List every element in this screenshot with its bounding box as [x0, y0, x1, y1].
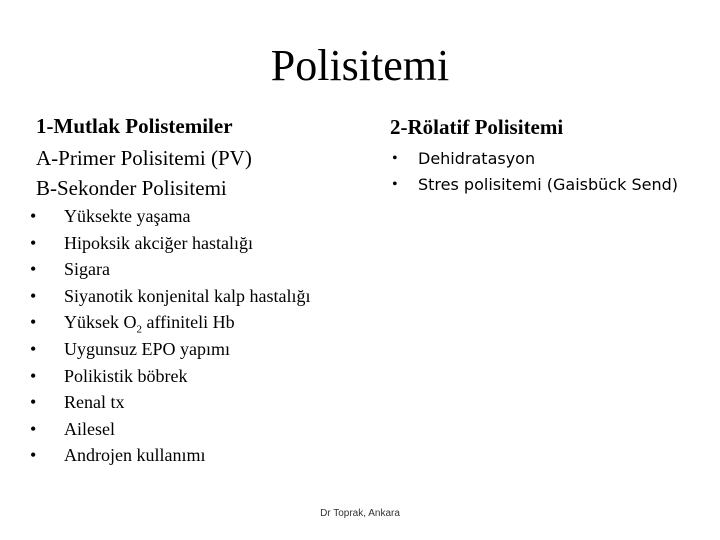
list-item: • Stres polisitemi (Gaisbück Send): [392, 172, 678, 198]
secondary-polycythemia-line: B-Sekonder Polisitemi: [36, 176, 227, 200]
absolute-polycythemia-heading: 1-Mutlak Polistemiler: [36, 114, 233, 138]
list-item: • Yüksekte yaşama: [30, 203, 310, 230]
list-item: • Hipoksik akciğer hastalığı: [30, 230, 310, 257]
absolute-polycythemia-section: [36, 113, 252, 203]
bullet-icon: •: [30, 285, 37, 306]
list-item: • Ailesel: [30, 416, 310, 443]
secondary-causes-list: [30, 203, 310, 469]
list-item: • Dehidratasyon: [392, 146, 678, 172]
list-item: • Androjen kullanımı: [30, 442, 310, 469]
list-item: • Uygunsuz EPO yapımı: [30, 336, 310, 363]
relative-causes-list: [392, 146, 678, 198]
bullet-icon: •: [30, 206, 37, 226]
relative-polycythemia-heading: 2-Rölatif Polisitemi: [390, 115, 564, 139]
list-item: • Yüksek $O_2$ affiniteli Hb: [30, 309, 310, 336]
list-item: • Siyanotik konjenital kalp hastalığı: [30, 283, 310, 310]
primary-polycythemia-line: A-Primer Polisitemi (PV): [36, 146, 252, 170]
bullet-icon: •: [392, 176, 398, 193]
bullet-icon: •: [30, 445, 37, 466]
bullet-icon: •: [392, 150, 398, 167]
slide-title: Polisitemi: [270, 41, 450, 90]
bullet-icon: •: [30, 232, 37, 253]
list-item: • Sigara: [30, 256, 310, 283]
slide-footer: Dr Toprak, Ankara: [320, 508, 400, 519]
bullet-icon: •: [30, 338, 37, 359]
bullet-icon: •: [30, 365, 37, 386]
bullet-icon: •: [30, 418, 37, 439]
list-item: • Polikistik böbrek: [30, 363, 310, 390]
bullet-icon: •: [30, 312, 37, 333]
bullet-icon: •: [30, 259, 37, 280]
list-item: • Renal tx: [30, 389, 310, 416]
bullet-icon: •: [30, 392, 37, 413]
